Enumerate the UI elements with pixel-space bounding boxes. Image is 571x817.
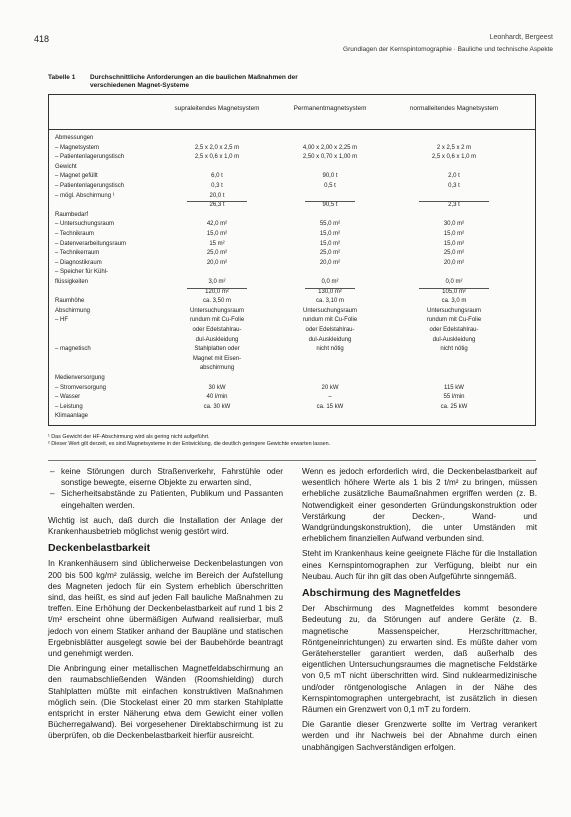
table-cell: 15,0 m² bbox=[319, 231, 341, 237]
paragraph: Wichtig ist auch, daß durch die Installation der Anlage der Krankenhausbetrieb möglichst wenig gestört wird. bbox=[48, 515, 283, 537]
table-title-line1: Durchschnittliche Anforderungen an die baulichen Maßnahmen der bbox=[90, 74, 298, 81]
table-cell: Stahlplatten oder bbox=[194, 346, 240, 353]
table-row-label: – magnetisch bbox=[55, 346, 91, 353]
col-header-resistive: normalleitendes Magnetsystem bbox=[409, 105, 499, 112]
table-cell: 2,5 x 0,6 x 1,0 m bbox=[431, 154, 477, 161]
table-cell: 15,0 m² bbox=[443, 240, 465, 247]
table-title-line2: verschiedenen Magnet-Systeme bbox=[90, 82, 189, 89]
table-row-label: Medienversorgung bbox=[55, 375, 105, 381]
table-cell: 40 l/min bbox=[206, 394, 228, 401]
right-column bbox=[302, 466, 537, 757]
table-row-label: – Diagnostikraum bbox=[55, 259, 102, 266]
table-cell: – bbox=[328, 394, 332, 401]
table-cell: 115 kW bbox=[444, 384, 464, 391]
col-header-superconducting: supraleitendes Magnetsystem bbox=[174, 105, 260, 112]
table-number: Tabelle 1 bbox=[48, 74, 76, 81]
sum-rule bbox=[419, 201, 489, 202]
table-row-label: – Patientenlagerungstisch bbox=[55, 154, 125, 161]
table-row-label: – Patientenlagerungstisch bbox=[55, 183, 125, 189]
table-cell: 15,0 m² bbox=[206, 231, 228, 237]
paragraph: Die Anbringung einer metallischen Magnetfeldabschirmung an den raumabschließenden Wänden (Roomshielding) durch Stahlplatten müßte mit einfachen konstruktiven Maßnahmen möglich sein. (Die Stockelast einer 20 mm starken Stahlplatte entspricht in erster Näherung etwa dem Gewicht einer vollen Bücherregalwand). Bei vorgesehener Direktabschirmung ist zu überprüfen, ob die Deckenbelastbarkeit hierfür ausreicht. bbox=[48, 664, 283, 741]
table-row-label: – Technikraum bbox=[55, 231, 94, 237]
table-cell: 15,0 m² bbox=[443, 231, 465, 237]
table-cell: 42,0 m² bbox=[206, 221, 228, 228]
table-row-label: – Wasser bbox=[55, 394, 81, 401]
table-cell: 20 kW bbox=[321, 384, 339, 391]
left-column bbox=[48, 466, 283, 746]
footnote-2: ² Dieser Wert gilt derzeit, es sind Magnetsysteme in der Entwicklung, die deutlich geringere Gewichte erwarten lassen. bbox=[48, 441, 331, 447]
table-cell: 0,0 m² bbox=[445, 279, 463, 285]
table-row-label: – HF bbox=[55, 317, 69, 324]
table-cell: 3,0 m² bbox=[208, 279, 226, 285]
paragraph: Die Garantie dieser Grenzwerte sollte im Vertrag verankert werden und ihr Nachweis bei der Abnahme durch einen unabhängigen Sachverständigen erfolgen. bbox=[302, 720, 537, 752]
table-cell: 2,5 x 0,6 x 1,0 m bbox=[194, 154, 240, 161]
paragraph: Wenn es jedoch erforderlich wird, die Deckenbelastbarkeit auf wesentlich höhere Werte als 1 bis 2 t/m² zu bringen, müssen erhebliche zusätzliche Baumaßnahmen ergriffen werden (z. B. Notwendigkeit einer gesonderten Gründungskonstruktion oder Verstärkung der Decken-, Wand- und Wandgründungskonstruktion), die unter Umständen mit erheblichem finanziellen Aufwand verbunden sind. bbox=[302, 467, 537, 544]
table-cell: Magnet mit Eisen- bbox=[192, 355, 242, 362]
table-cell: 90,0 t bbox=[322, 173, 338, 180]
table-cell: 90,5 t bbox=[322, 202, 338, 209]
table-cell: 20,0 m² bbox=[443, 259, 465, 266]
sum-rule bbox=[305, 201, 355, 202]
table-cell: Untersuchungsraum bbox=[426, 307, 482, 314]
table-cell: nicht nötig bbox=[440, 346, 468, 353]
table-row-label: Gewicht bbox=[55, 163, 77, 170]
table-cell: 105,0 m² bbox=[442, 288, 466, 295]
paragraph: Der Abschirmung des Magnetfeldes kommt besondere Bedeutung zu, da Störungen auf andere Geräte (z. B. magnetische Massenspeicher, Herzschrittmacher, Röntgeneinrichtungen) zu erwarten sind. Es müßte daher vom Gerätehersteller garantiert werden, daß außerhalb des eigentlichen Untersuchungsraumes die magnetische Feldstärke von 0,5 mT nicht überschritten wird. Sind nuklearmedizinische und/oder röntgenologische Anlagen in der Nähe des Kernspintomographen untergebracht, ist zusätzlich in diesen Räumen ein Grenzwert von 0,1 mT zu fordern. bbox=[302, 604, 537, 715]
table-cell: dul-Auskleidung bbox=[432, 336, 476, 343]
table-cell: abschirmung bbox=[199, 365, 235, 372]
table-cell: dul-Auskleidung bbox=[195, 336, 239, 343]
sum-rule bbox=[419, 288, 489, 289]
list-item: – keine Störungen durch Straßenverkehr, Fahrstühle oder sonstige bewegte, eiserne Objekte zu erwarten sind, bbox=[61, 466, 283, 488]
footnote-1: ¹ Das Gewicht der HF-Abschirmung wird als gering nicht aufgeführt. bbox=[48, 434, 210, 440]
table-cell: 25,0 m² bbox=[443, 250, 465, 257]
table-cell: oder Edelstahlrau- bbox=[305, 327, 355, 333]
table-cell: ca. 3,10 m bbox=[315, 298, 344, 305]
table-row-label: Klimaanlage bbox=[55, 413, 89, 420]
table-cell: 30 kW bbox=[208, 384, 226, 391]
table-cell: 4,00 x 2,00 x 2,25 m bbox=[302, 144, 358, 151]
table-cell: 20,0 m² bbox=[319, 259, 341, 266]
table-cell: ca. 3,0 m bbox=[441, 298, 467, 305]
table-row-label: – Untersuchungsraum bbox=[55, 221, 115, 228]
table-cell: 25,0 m² bbox=[206, 250, 228, 257]
table-row-label: flüssigkeiten bbox=[55, 279, 89, 285]
table-cell: 0,0 m² bbox=[321, 279, 339, 285]
table-cell: 55 l/min bbox=[443, 394, 465, 401]
bullet-list bbox=[48, 466, 283, 511]
table-header bbox=[49, 95, 535, 130]
table-cell: ca. 25 kW bbox=[440, 403, 468, 410]
table-cell: Untersuchungsraum bbox=[302, 307, 358, 314]
table-cell: 15 m² bbox=[209, 240, 225, 247]
table-cell: 20,0 m² bbox=[206, 259, 228, 266]
table-cell: dul-Auskleidung bbox=[308, 336, 352, 343]
table-footnotes bbox=[48, 434, 528, 448]
paragraph: Steht im Krankenhaus keine geeignete Fläche für die Installation eines Kernspintomographen zur Verfügung, bleibt nur ein Neubau. Auch für ihn gilt das oben Aufgeführte sinngemäß. bbox=[302, 549, 537, 581]
table-cell: rundum mit Cu-Folie bbox=[302, 317, 358, 324]
list-item: – Sicherheitsabstände zu Patienten, Publikum und Passanten eingehalten werden. bbox=[61, 488, 283, 510]
sum-rule bbox=[187, 201, 247, 202]
table-cell: 30,0 m² bbox=[443, 221, 465, 228]
table-row-label: – Magnet gefüllt bbox=[55, 173, 98, 180]
table-title bbox=[48, 74, 468, 90]
table-cell: oder Edelstahlrau- bbox=[192, 327, 242, 333]
table-cell: rundum mit Cu-Folie bbox=[189, 317, 245, 324]
table-row-label: Raumbedarf bbox=[55, 211, 89, 218]
requirements-table bbox=[48, 94, 536, 426]
table-cell: 2,3 t bbox=[448, 202, 460, 209]
table-cell: 0,3 t bbox=[448, 183, 460, 189]
sum-rule bbox=[187, 288, 247, 289]
table-row-label: Abschirmung bbox=[55, 307, 91, 314]
table-cell: 120,0 m² bbox=[205, 288, 229, 295]
table-row-label: Raumhöhe bbox=[55, 298, 85, 305]
table-row-label: – Datenverarbeitungsraum bbox=[55, 240, 127, 247]
table-cell: 2 x 2,5 x 2 m bbox=[436, 144, 472, 151]
paragraph: In Krankenhäusern sind üblicherweise Deckenbelastungen von 200 bis 500 kg/m² zulässig, welche im Bereich der Aufstellung des Magneten jedoch für ein System erheblich überschritten sind, das heißt, es sind auf jeden Fall bauliche Maßnahmen zu treffen. Eine Erhöhung der Deckenbelastbarkeit auf rund 1 bis 2 t/m² erscheint ohne übermäßigen Aufwand realisierbar, muß jedoch von einem Statiker anhand der Baupläne und statischen Ergebnisblätter ausgelegt sowie bei der Baubehörde beantragt und genehmigt werden. bbox=[48, 559, 283, 659]
table-cell: oder Edelstahlrau- bbox=[429, 327, 479, 333]
page-number: 418 bbox=[34, 34, 50, 44]
table-cell: 15,0 m² bbox=[319, 240, 341, 247]
table-row-label: – mögl. Abschirmung ¹ bbox=[55, 192, 115, 199]
table-cell: 2,50 x 0,70 x 1,00 m bbox=[302, 154, 358, 161]
table-cell: 25,0 m² bbox=[319, 250, 341, 257]
table-cell: Untersuchungsraum bbox=[189, 307, 245, 314]
sum-rule bbox=[305, 288, 355, 289]
table-row-label: Abmessungen bbox=[55, 135, 94, 141]
table-row-label: – Technikerraum bbox=[55, 250, 100, 257]
table-cell: 26,3 t bbox=[209, 202, 225, 209]
table-row-label: – Magnetsystem bbox=[55, 144, 100, 151]
table-cell: 0,5 t bbox=[324, 183, 336, 189]
table-row-label: – Speicher für Kühl- bbox=[55, 269, 109, 276]
table-cell: rundum mit Cu-Folie bbox=[426, 317, 482, 324]
section-heading-ceiling: Deckenbelastbarkeit bbox=[48, 542, 151, 555]
divider bbox=[48, 460, 536, 461]
table-cell: nicht nötig bbox=[316, 346, 344, 353]
running-title: Leonhardt, Bergeest bbox=[489, 34, 553, 41]
table-cell: 0,3 t bbox=[211, 183, 223, 189]
table-cell: 55,0 m² bbox=[319, 221, 341, 228]
table-cell: 20,0 t bbox=[209, 192, 225, 199]
table-cell: 2,5 x 2,0 x 2,5 m bbox=[194, 144, 240, 151]
table-cell: 2,0 t bbox=[448, 173, 460, 180]
table-row-label: – Leistung bbox=[55, 403, 83, 410]
table-cell: ca. 15 kW bbox=[316, 403, 344, 410]
table-cell: ca. 3,50 m bbox=[202, 298, 231, 305]
table-row-label: – Stromversorgung bbox=[55, 384, 107, 391]
col-header-permanent: Permanentmagnetsystem bbox=[293, 105, 367, 112]
running-subtitle: Grundlagen der Kernspintomographie · Bauliche und technische Aspekte bbox=[343, 46, 553, 53]
table-cell: 6,0 t bbox=[211, 173, 223, 180]
table-cell: 130,0 m² bbox=[318, 288, 342, 295]
section-heading-shielding: Abschirmung des Magnetfeldes bbox=[302, 587, 461, 600]
table-cell: ca. 30 kW bbox=[203, 403, 231, 410]
